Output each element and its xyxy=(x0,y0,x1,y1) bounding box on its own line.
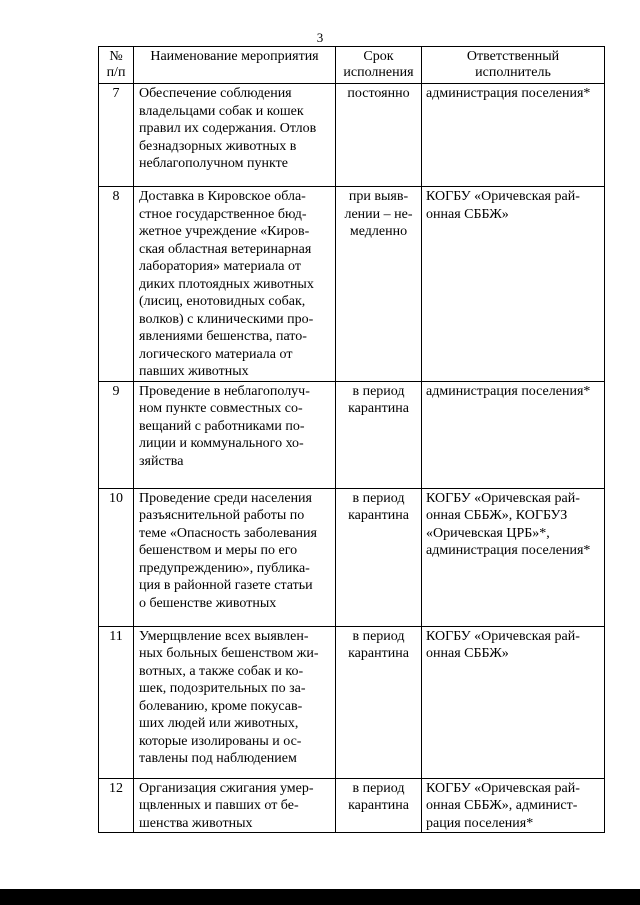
execution-term-line: карантина xyxy=(348,646,409,661)
measure-name xyxy=(134,381,336,488)
execution-term-line: в период xyxy=(352,490,405,506)
measure-name-line: логического материала от xyxy=(139,346,293,362)
execution-term-line: медленно xyxy=(349,224,408,239)
measure-name-line: павших животных xyxy=(139,364,249,379)
measures-table xyxy=(98,46,605,833)
measure-name-line: волков) с клиническими про- xyxy=(139,311,314,327)
responsible-party-line: КОГБУ «Оричевская рай- xyxy=(426,780,580,796)
responsible-party xyxy=(422,84,605,187)
table-header-row xyxy=(99,47,605,84)
measure-name-line: шенства животных xyxy=(139,815,253,831)
measure-name-line: о бешенстве животных xyxy=(139,595,277,611)
responsible-party xyxy=(422,778,605,833)
measure-name-line: диких плотоядных животных xyxy=(139,276,314,292)
header-resp-line: Ответственный xyxy=(466,49,560,64)
measure-name-line: вещаний с работниками по- xyxy=(139,418,305,434)
row-number: 7 xyxy=(99,84,134,187)
measure-name-line: лаборатория» материала от xyxy=(139,259,301,274)
execution-term-line: карантина xyxy=(348,508,409,523)
measure-name-line: тавлены под наблюдением xyxy=(139,751,297,766)
measure-name xyxy=(134,778,336,833)
header-term-line: Срок xyxy=(363,49,394,64)
measure-name-line: неблагополучном пункте xyxy=(139,156,288,171)
execution-term-line: при выяв- xyxy=(348,189,409,204)
execution-term-line: лении – не- xyxy=(344,206,413,222)
measure-name-line: ших людей или животных, xyxy=(139,716,299,731)
measure-name-line: вотных, а также собак и ко- xyxy=(139,663,304,679)
table-row xyxy=(99,626,605,778)
responsible-party xyxy=(422,187,605,382)
measure-name-line: предупреждению», публика- xyxy=(139,560,310,576)
measure-name-line: Обеспечение соблюдения xyxy=(139,86,292,101)
measure-name-line: Организация сжигания умер- xyxy=(139,780,314,796)
measure-name-line: явлениями бешенства, пато- xyxy=(139,329,307,344)
measure-name-line: жетное учреждение «Киров- xyxy=(139,224,310,239)
responsible-party-line: КОГБУ «Оричевская рай- xyxy=(426,189,580,204)
responsible-party-line: КОГБУ «Оричевская рай- xyxy=(426,628,580,644)
execution-term xyxy=(336,381,422,488)
execution-term xyxy=(336,187,422,382)
header-num-line: п/п xyxy=(106,65,126,80)
header-num xyxy=(99,47,134,84)
measure-name-line: Проведение в неблагополуч- xyxy=(139,383,310,399)
execution-term-line: карантина xyxy=(348,798,409,813)
header-name-line: Наименование мероприятия xyxy=(150,49,319,64)
execution-term-line: карантина xyxy=(348,401,409,416)
table-row xyxy=(99,84,605,187)
table-row xyxy=(99,778,605,833)
measure-name-line: Доставка в Кировское обла- xyxy=(139,189,306,204)
measure-name-line: ных больных бешенством жи- xyxy=(139,646,319,661)
measure-name-line: (лисиц, енотовидных собак, xyxy=(139,294,306,309)
measure-name xyxy=(134,626,336,778)
measure-name xyxy=(134,84,336,187)
measure-name xyxy=(134,488,336,626)
responsible-party-line: онная СББЖ», КОГБУЗ xyxy=(426,508,568,523)
responsible-party xyxy=(422,381,605,488)
responsible-party-line: администрация поселения* xyxy=(426,86,591,101)
row-number: 12 xyxy=(99,778,134,833)
responsible-party xyxy=(422,488,605,626)
table-row xyxy=(99,488,605,626)
row-number: 8 xyxy=(99,187,134,382)
execution-term xyxy=(336,84,422,187)
header-term xyxy=(336,47,422,84)
measure-name-line: бешенством и меры по его xyxy=(139,543,298,558)
measure-name-line: Проведение среди населения xyxy=(139,490,312,506)
execution-term-line: в период xyxy=(352,780,405,796)
measure-name-line: лиции и коммунального хо- xyxy=(139,436,304,451)
execution-term xyxy=(336,488,422,626)
measure-name-line: которые изолированы и ос- xyxy=(139,733,302,749)
measure-name-line: стное государственное бюд- xyxy=(139,206,307,222)
row-number: 11 xyxy=(99,626,134,778)
measure-name-line: теме «Опасность заболевания xyxy=(139,525,317,541)
scan-bottom-border xyxy=(0,889,640,905)
responsible-party-line: онная СББЖ» xyxy=(426,646,509,661)
table-row xyxy=(99,187,605,382)
measure-name-line: ция в районной газете статьи xyxy=(139,578,313,593)
measure-name-line: разъяснительной работы по xyxy=(139,508,305,523)
measure-name-line: зяйства xyxy=(139,453,184,469)
page-number: 3 xyxy=(316,30,324,45)
responsible-party-line: «Оричевская ЦРБ»*, xyxy=(426,525,550,541)
execution-term xyxy=(336,778,422,833)
execution-term-line: в период xyxy=(352,383,405,399)
measure-name-line: безнадзорных животных в xyxy=(139,138,297,154)
table-body xyxy=(99,84,605,833)
measure-name-line: ном пункте совместных со- xyxy=(139,401,303,416)
responsible-party xyxy=(422,626,605,778)
table-row xyxy=(99,381,605,488)
responsible-party-line: онная СББЖ» xyxy=(426,206,509,222)
header-resp xyxy=(422,47,605,84)
responsible-party-line: рация поселения* xyxy=(426,815,534,831)
row-number: 9 xyxy=(99,381,134,488)
responsible-party-line: КОГБУ «Оричевская рай- xyxy=(426,490,580,506)
responsible-party-line: администрация поселения* xyxy=(426,543,591,558)
header-num-line: № xyxy=(109,49,123,64)
execution-term-line: в период xyxy=(352,628,405,644)
measure-name-line: Умерщвление всех выявлен- xyxy=(139,628,309,644)
execution-term-line: постоянно xyxy=(347,86,410,101)
row-number: 10 xyxy=(99,488,134,626)
measure-name-line: болеванию, кроме покусав- xyxy=(139,698,303,714)
measure-name-line: правил их содержания. Отлов xyxy=(139,121,317,136)
measure-name-line: владельцами собак и кошек xyxy=(139,103,304,119)
measure-name-line: шек, подозрительных по за- xyxy=(139,681,306,696)
measure-name-line: щвленных и павших от бе- xyxy=(139,798,299,813)
responsible-party-line: онная СББЖ», админист- xyxy=(426,798,578,813)
header-resp-line: исполнитель xyxy=(475,65,551,80)
header-term-line: исполнения xyxy=(343,65,414,80)
measure-name-line: ская областная ветеринарная xyxy=(139,241,312,257)
header-name xyxy=(134,47,336,84)
responsible-party-line: администрация поселения* xyxy=(426,383,591,399)
execution-term xyxy=(336,626,422,778)
measure-name xyxy=(134,187,336,382)
